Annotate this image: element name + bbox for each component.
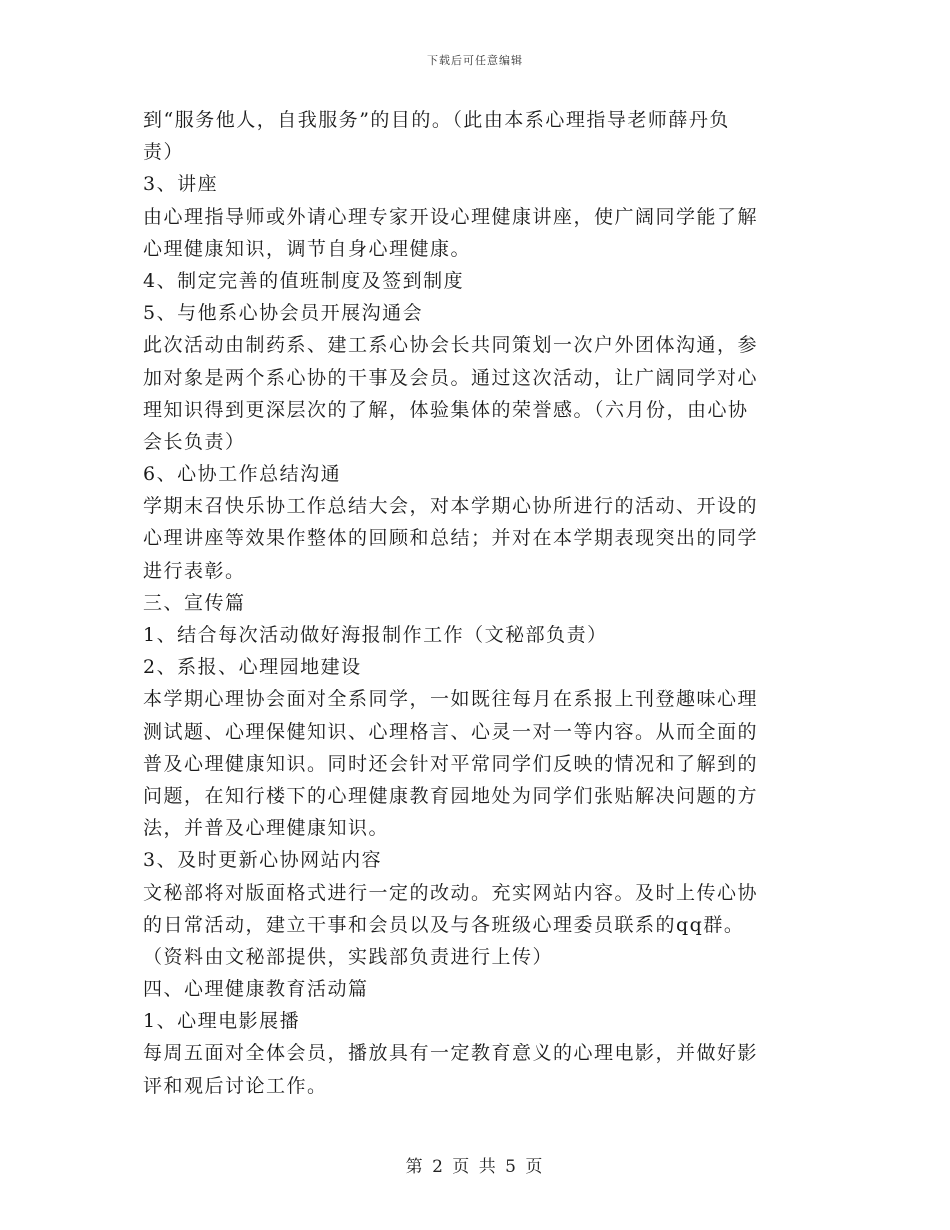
text-line: 理知识得到更深层次的了解，体验集体的荣誉感。（六月份，由心协 bbox=[143, 398, 749, 421]
text-line: 普及心理健康知识。同时还会针对平常同学们反映的情况和了解到的 bbox=[143, 752, 759, 775]
page-header: 下载后可任意编辑 bbox=[427, 54, 523, 67]
document-body bbox=[143, 104, 803, 1102]
text-line: 评和观后讨论工作。 bbox=[143, 1074, 328, 1097]
text-line: 文秘部将对版面格式进行一定的改动。充实网站内容。及时上传心协 bbox=[143, 881, 759, 904]
text-line: 本学期心理协会面对全系同学，一如既往每月在系报上刊登趣味心理 bbox=[143, 688, 759, 711]
text-line: 的日常活动，建立干事和会员以及与各班级心理委员联系的qq群。 bbox=[143, 913, 745, 936]
section-heading: 6、心协工作总结沟通 bbox=[143, 463, 342, 486]
section-heading: 4、制定完善的值班制度及签到制度 bbox=[143, 269, 465, 292]
section-heading: 5、与他系心协会员开展沟通会 bbox=[143, 302, 424, 325]
section-heading: 1、心理电影展播 bbox=[143, 1010, 301, 1033]
text-line: 学期末召快乐协工作总结大会，对本学期心协所进行的活动、开设的 bbox=[143, 495, 759, 518]
chapter-heading: 四、心理健康教育活动篇 bbox=[143, 978, 369, 1001]
text-line: 由心理指导师或外请心理专家开设心理健康讲座，使广阔同学能了解 bbox=[143, 205, 759, 228]
text-line: 会长负责） bbox=[143, 430, 246, 453]
section-heading: 3、及时更新心协网站内容 bbox=[143, 849, 383, 872]
section-heading: 1、结合每次活动做好海报制作工作（文秘部负责） bbox=[143, 624, 608, 646]
text-line: 到“服务他人，自我服务”的目的。（此由本系心理指导老师薛丹负 bbox=[143, 109, 730, 131]
text-line: 心理讲座等效果作整体的回顾和总结；并对在本学期表现突出的同学 bbox=[143, 527, 759, 550]
text-line: 法，并普及心理健康知识。 bbox=[143, 817, 390, 840]
chapter-heading: 三、宣传篇 bbox=[143, 591, 246, 614]
text-line: 进行表彰。 bbox=[143, 559, 246, 582]
section-heading: 3、讲座 bbox=[143, 173, 219, 196]
text-line: 心理健康知识，调节自身心理健康。 bbox=[143, 237, 472, 260]
text-line: 测试题、心理保健知识、心理格言、心灵一对一等内容。从而全面的 bbox=[143, 720, 759, 743]
text-line: 每周五面对全体会员，播放具有一定教育意义的心理电影，并做好影 bbox=[143, 1042, 759, 1065]
text-line: 问题，在知行楼下的心理健康教育园地处为同学们张贴解决问题的方 bbox=[143, 784, 759, 807]
text-line: 加对象是两个系心协的干事及会员。通过这次活动，让广阔同学对心 bbox=[143, 366, 759, 389]
text-line: 责） bbox=[143, 141, 185, 164]
page-number-footer: 第 2 页 共 5 页 bbox=[405, 1157, 545, 1177]
text-line: 此次活动由制药系、建工系心协会长共同策划一次户外团体沟通，参 bbox=[143, 334, 759, 357]
text-line: （资料由文秘部提供，实践部负责进行上传） bbox=[143, 945, 554, 968]
section-heading: 2、系报、心理园地建设 bbox=[143, 656, 362, 679]
